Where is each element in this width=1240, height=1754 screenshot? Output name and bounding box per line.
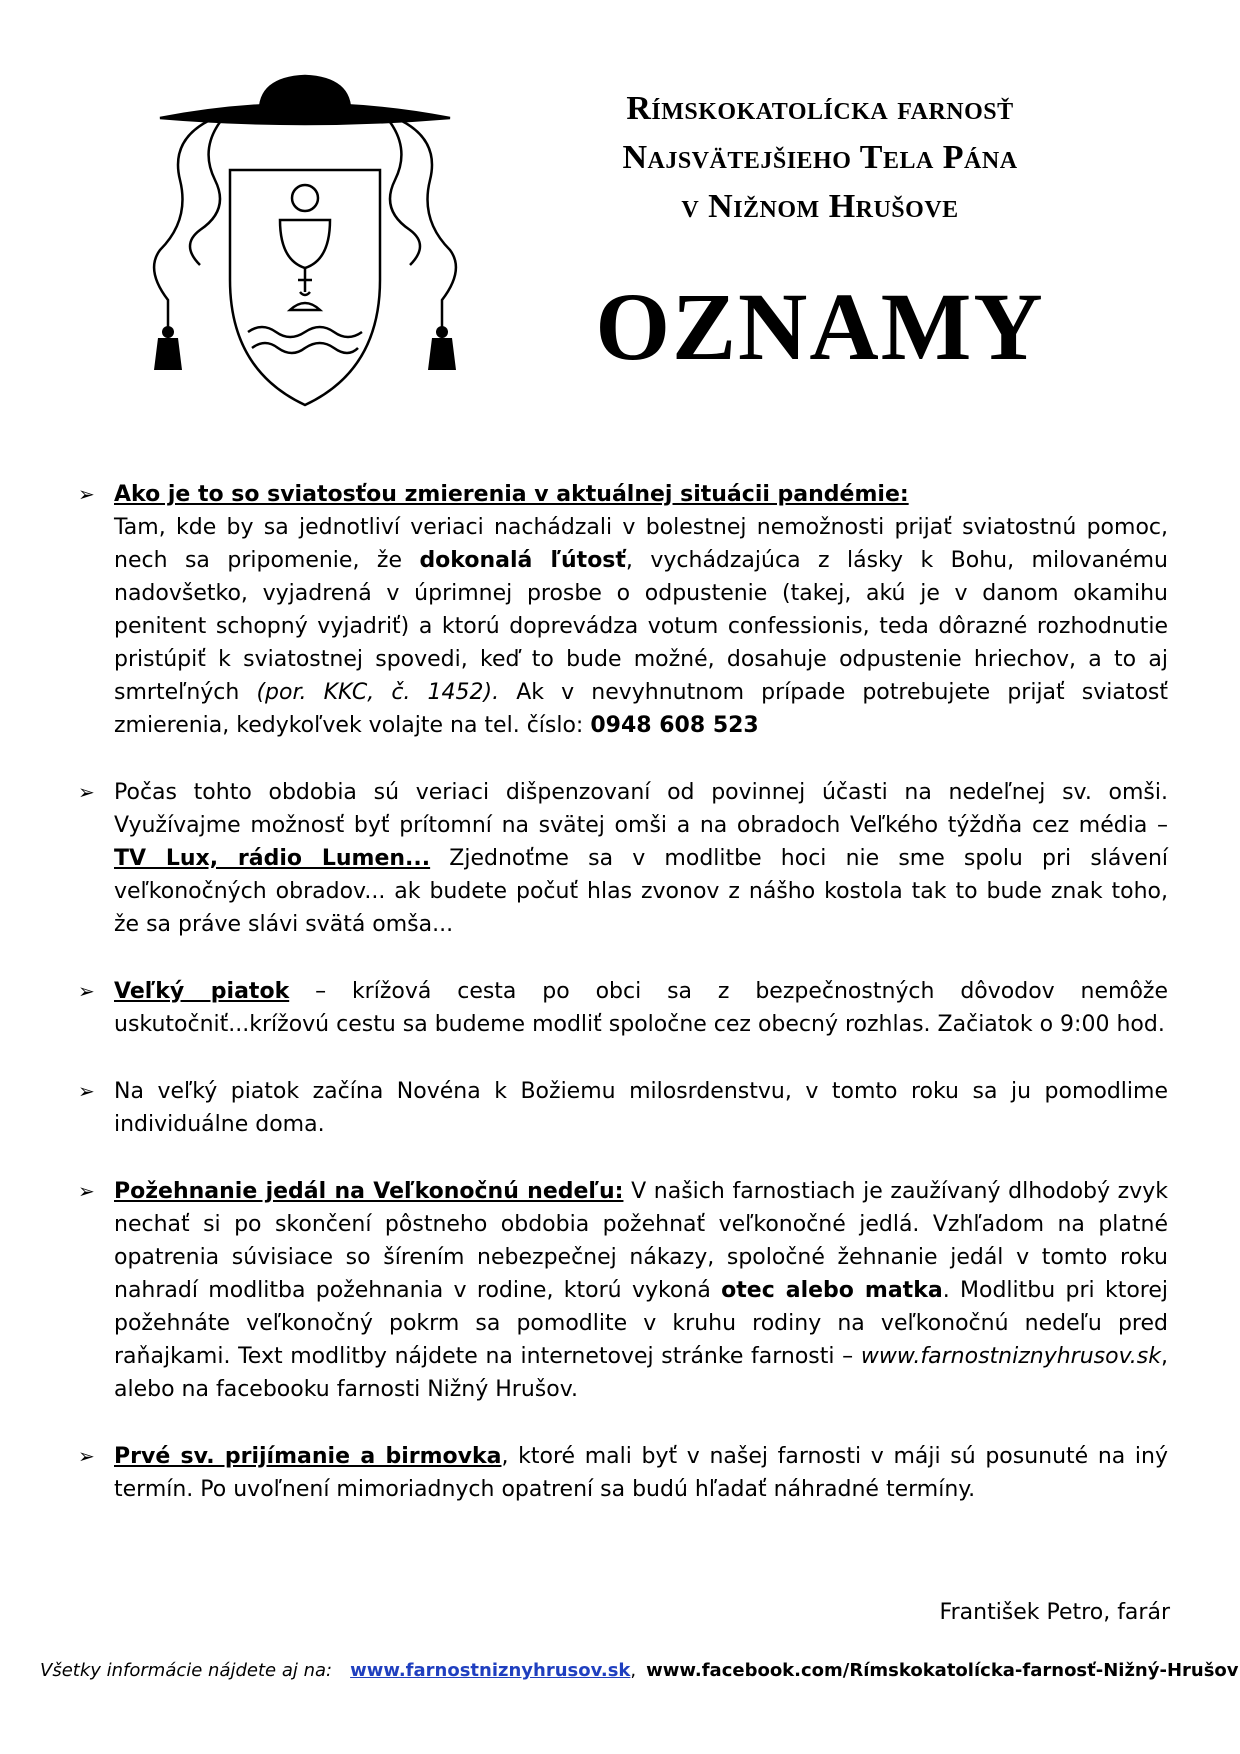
announcement-heading: Ako je to so sviatosťou zmierenia v aktuálnej situácii pandémie: — [114, 482, 909, 507]
host-circle — [292, 185, 318, 211]
arrow-bullet-icon: ➢ — [78, 780, 95, 804]
announcement-heading: Veľký piatok — [114, 979, 290, 1004]
arrow-bullet-icon: ➢ — [78, 979, 95, 1003]
parish-header — [510, 84, 1130, 231]
arrow-bullet-icon: ➢ — [78, 1079, 95, 1103]
announcement-item: ➢ Veľký piatok – krížová cesta po obci sa z bezpečnostných dôvodov nemôže uskutočniť...krížovú cestu sa budeme modliť spoločne cez obecný rozhlas. Začiatok o 9:00 hod. — [78, 975, 1172, 1041]
footer-label: Všetky informácie nájdete aj na: — [40, 1660, 333, 1681]
announcement-item: ➢ Počas tohto obdobia sú veriaci dišpenzovaní od povinnej účasti na nedeľnej sv. omši. Využívajme možnosť byť prítomní na svätej omši a na obradoch Veľkého týždňa cez média – TV Lux, rádio Lumen... Zjednoťme sa v modlitbe hoci nie sme spolu pri slávení veľkonočných obradov... ak budete počuť hlas zvonov z nášho kostola tak to bude znak toho, že sa práve slávi svätá omša... — [78, 776, 1172, 941]
arrow-bullet-icon: ➢ — [78, 482, 95, 506]
announcement-item: ➢ Ako je to so sviatosťou zmierenia v aktuálnej situácii pandémie: Tam, kde by sa jednotliví veriaci nachádzali v bolestnej nemožnosti prijať sviatostnú pomoc, nech sa pripomenie, že dokonalá ľútosť, vychádzajúca z lásky k Bohu, milovanému nadovšetko, vyjadrená v úprimnej prosbe o odpustenie (takej, akú je v danom okamihu penitent schopný vyjadriť) a ktorú doprevádza votum confessionis, teda dôrazné rozhodnutie pristúpiť k sviatostnej spovedi, keď to bude možné, dosahuje odpustenie hriechov, a to aj smrteľných (por. KKC, č. 1452). Ak v nevyhnutnom prípade potrebujete prijať sviatosť zmierenia, kedykoľvek volajte na tel. číslo: 0948 608 523 — [78, 478, 1172, 742]
signature: František Petro, farár — [939, 1600, 1170, 1625]
coat-of-arms-emblem — [140, 70, 470, 430]
parish-website-text: www.farnostniznyhrusov.sk — [860, 1344, 1161, 1369]
waves — [248, 327, 362, 337]
header-line-2: Najsvätejšieho Tela Pána — [622, 139, 1018, 176]
announcement-list — [78, 478, 1172, 1540]
phone-number: 0948 608 523 — [590, 713, 759, 738]
hat-crown-shape — [260, 76, 350, 114]
arrow-bullet-icon: ➢ — [78, 1444, 95, 1468]
right-tassel — [428, 338, 456, 370]
announcement-heading: Prvé sv. prijímanie a birmovka — [114, 1444, 502, 1469]
header-line-1: Rímskokatolícka farnosť — [626, 90, 1014, 127]
header-line-3: v Nižnom Hrušove — [681, 188, 959, 225]
announcement-item: ➢ Na veľký piatok začína Novéna k Božiemu milosrdenstvu, v tomto roku sa ju pomodlime individuálne doma. — [78, 1075, 1172, 1141]
left-tassel — [154, 338, 182, 370]
announcement-item: ➢ Požehnanie jedál na Veľkonočnú nedeľu: V našich farnostiach je zaužívaný dlhodobý zvyk nechať si po skončení pôstneho obdobia požehnať veľkonočné jedlá. Vzhľadom na platné opatrenia súvisiace so šírením nebezpečnej nákazy, spoločné žehnanie jedál v tomto roku nahradí modlitba požehnania v rodine, ktorú vykoná otec alebo matka. Modlitbu pri ktorej požehnáte veľkonočný pokrm sa pomodlite v kruhu rodiny na veľkonočnú nedeľu pred raňajkami. Text modlitby nájdete na internetovej stránke farnosti – www.farnostniznyhrusov.sk, alebo na facebooku farnosti Nižný Hrušov. — [78, 1175, 1172, 1406]
announcement-heading: Požehnanie jedál na Veľkonočnú nedeľu: — [114, 1179, 624, 1204]
website-link[interactable]: www.farnostniznyhrusov.sk — [350, 1660, 631, 1681]
announcement-item: ➢ Prvé sv. prijímanie a birmovka, ktoré mali byť v našej farnosti v máji sú posunuté na iný termín. Po uvoľnení mimoriadnych opatrení sa budú hľadať náhradné termíny. — [78, 1440, 1172, 1506]
arrow-bullet-icon: ➢ — [78, 1179, 95, 1203]
footer: Všetky informácie nájdete aj na: www.farnostniznyhrusov.sk, www.facebook.com/Rímskokatolícka-farnosť-Nižný-Hrušov — [40, 1660, 1239, 1681]
facebook-link[interactable]: www.facebook.com/Rímskokatolícka-farnosť-Nižný-Hrušov — [646, 1660, 1239, 1681]
page-title: OZNAMY — [595, 273, 1045, 380]
chalice-cup — [280, 220, 330, 268]
